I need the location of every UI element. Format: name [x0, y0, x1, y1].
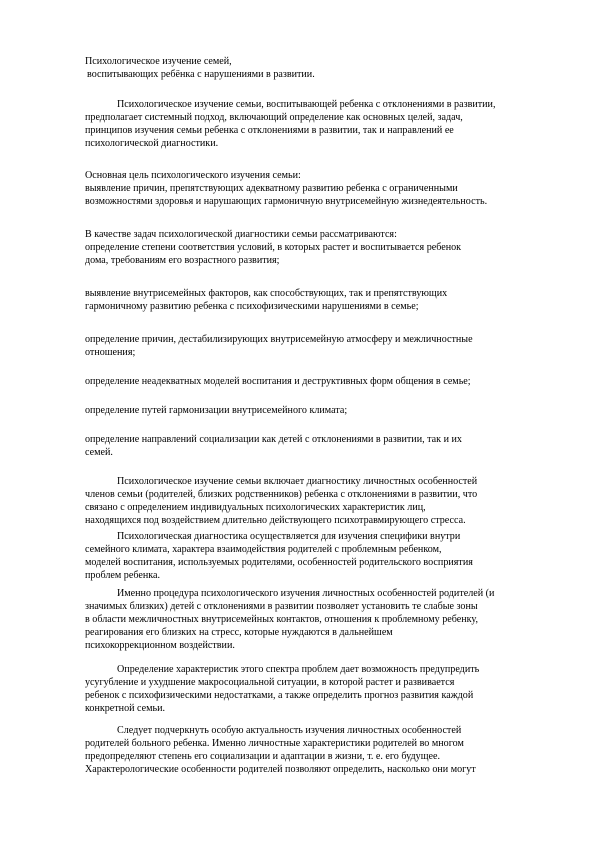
- text-line: принципов изучения семьи ребенка с отклонениями в развитии, так и направлений ее: [85, 124, 454, 136]
- document-title: [85, 56, 555, 82]
- list-item-task: [85, 288, 555, 314]
- text-line: определение неадекватных моделей воспитания и деструктивных форм общения в семье;: [85, 376, 471, 387]
- list-item-task: [85, 405, 555, 418]
- text-line: членов семьи (родителей, близких родственников) ребенка с отклонениями в развитии, что: [85, 488, 478, 500]
- paragraph-procedure: [85, 588, 555, 653]
- text-line: Именно процедура психологического изучения личностных особенностей родителей (и: [117, 588, 495, 599]
- text-line: связано с определением индивидуальных психологических характеристик лиц,: [85, 501, 426, 513]
- text-line: предполагает системный подход, включающий определение как основных целей, задач,: [85, 111, 463, 123]
- paragraph-diagnostics: [85, 476, 555, 528]
- text-line: моделей воспитания, используемых родителями, особенностей родительского восприятия: [85, 556, 473, 568]
- text-line: значимых близких) детей с отклонениями в развитии позволяет установить те слабые зоны: [85, 600, 478, 612]
- text-line: конкретной семьи.: [85, 702, 166, 714]
- text-line: усугубление и ухудшение макросоциальной ситуации, в которой растет и развивается: [85, 676, 455, 688]
- text-line: ребенок с психофизическими недостатками, а также определить прогноз развития каждой: [85, 689, 474, 701]
- paragraph-intro: [85, 99, 555, 151]
- text-line: психокоррекционном воздействии.: [85, 639, 235, 651]
- text-line: находящихся под воздействием длительно действующего психотравмирующего стресса.: [85, 514, 466, 526]
- text-line: проблем ребенка.: [85, 569, 160, 581]
- text-line: в области межличностных внутрисемейных контактов, отношения к проблемному ребенку,: [85, 613, 478, 625]
- text-line: выявление причин, препятствующих адекватному развитию ребенка с ограниченными: [85, 182, 458, 194]
- text-line: Основная цель психологического изучения семьи:: [85, 170, 301, 181]
- paragraph-tasks: [85, 229, 555, 268]
- text-line: определение путей гармонизации внутрисемейного климата;: [85, 405, 348, 416]
- text-line: определение степени соответствия условий, в которых растет и воспитывается ребенок: [85, 241, 462, 253]
- title-line: Психологическое изучение семей,: [85, 56, 232, 67]
- text-line: Определение характеристик этого спектра проблем дает возможность предупредить: [117, 664, 480, 675]
- text-line: гармоничному развитию ребенка с психофизическими нарушениями в семье;: [85, 300, 419, 312]
- text-line: предопределяют степень его социализации и адаптации в жизни, т. е. его будущее.: [85, 750, 440, 762]
- text-line: психологической диагностики.: [85, 137, 219, 149]
- text-line: выявление внутрисемейных факторов, как способствующих, так и препятствующих: [85, 288, 448, 299]
- paragraph-family-climate: [85, 531, 555, 583]
- text-line: реагирования его близких на стресс, которые нуждаются в дальнейшем: [85, 626, 393, 638]
- text-line: дома, требованиям его возрастного развития;: [85, 254, 280, 266]
- text-line: Психологическое изучение семьи, воспитывающей ребенка с отклонениями в развитии,: [117, 99, 496, 110]
- list-item-task: [85, 334, 555, 360]
- text-line: Психологическая диагностика осуществляется для изучения специфики внутри: [117, 531, 461, 542]
- paragraph-parents: [85, 725, 555, 777]
- text-line: Следует подчеркнуть особую актуальность изучения личностных особенностей: [117, 725, 462, 736]
- text-line: семей.: [85, 446, 113, 458]
- text-line: Психологическое изучение семьи включает диагностику личностных особенностей: [117, 476, 478, 487]
- list-item-task: [85, 376, 555, 389]
- text-line: семейного климата, характера взаимодействия родителей с проблемным ребенком,: [85, 543, 442, 555]
- text-line: Характерологические особенности родителей позволяют определить, насколько они могут: [85, 763, 476, 775]
- text-line: родителей больного ребенка. Именно личностные характеристики родителей во многом: [85, 737, 464, 749]
- paragraph-main-goal: [85, 170, 555, 209]
- text-line: определение причин, дестабилизирующих внутрисемейную атмосферу и межличностные: [85, 334, 473, 345]
- text-line: возможностями здоровья и нарушающих гармоничную внутрисемейную жизнедеятельность.: [85, 195, 488, 207]
- list-item-task: [85, 434, 555, 460]
- title-line: воспитывающих ребёнка с нарушениями в развитии.: [87, 68, 315, 80]
- text-line: В качестве задач психологической диагностики семьи рассматриваются:: [85, 229, 397, 240]
- paragraph-prognosis: [85, 664, 555, 716]
- text-line: определение направлений социализации как детей с отклонениями в развитии, так и их: [85, 434, 462, 445]
- text-line: отношения;: [85, 346, 136, 358]
